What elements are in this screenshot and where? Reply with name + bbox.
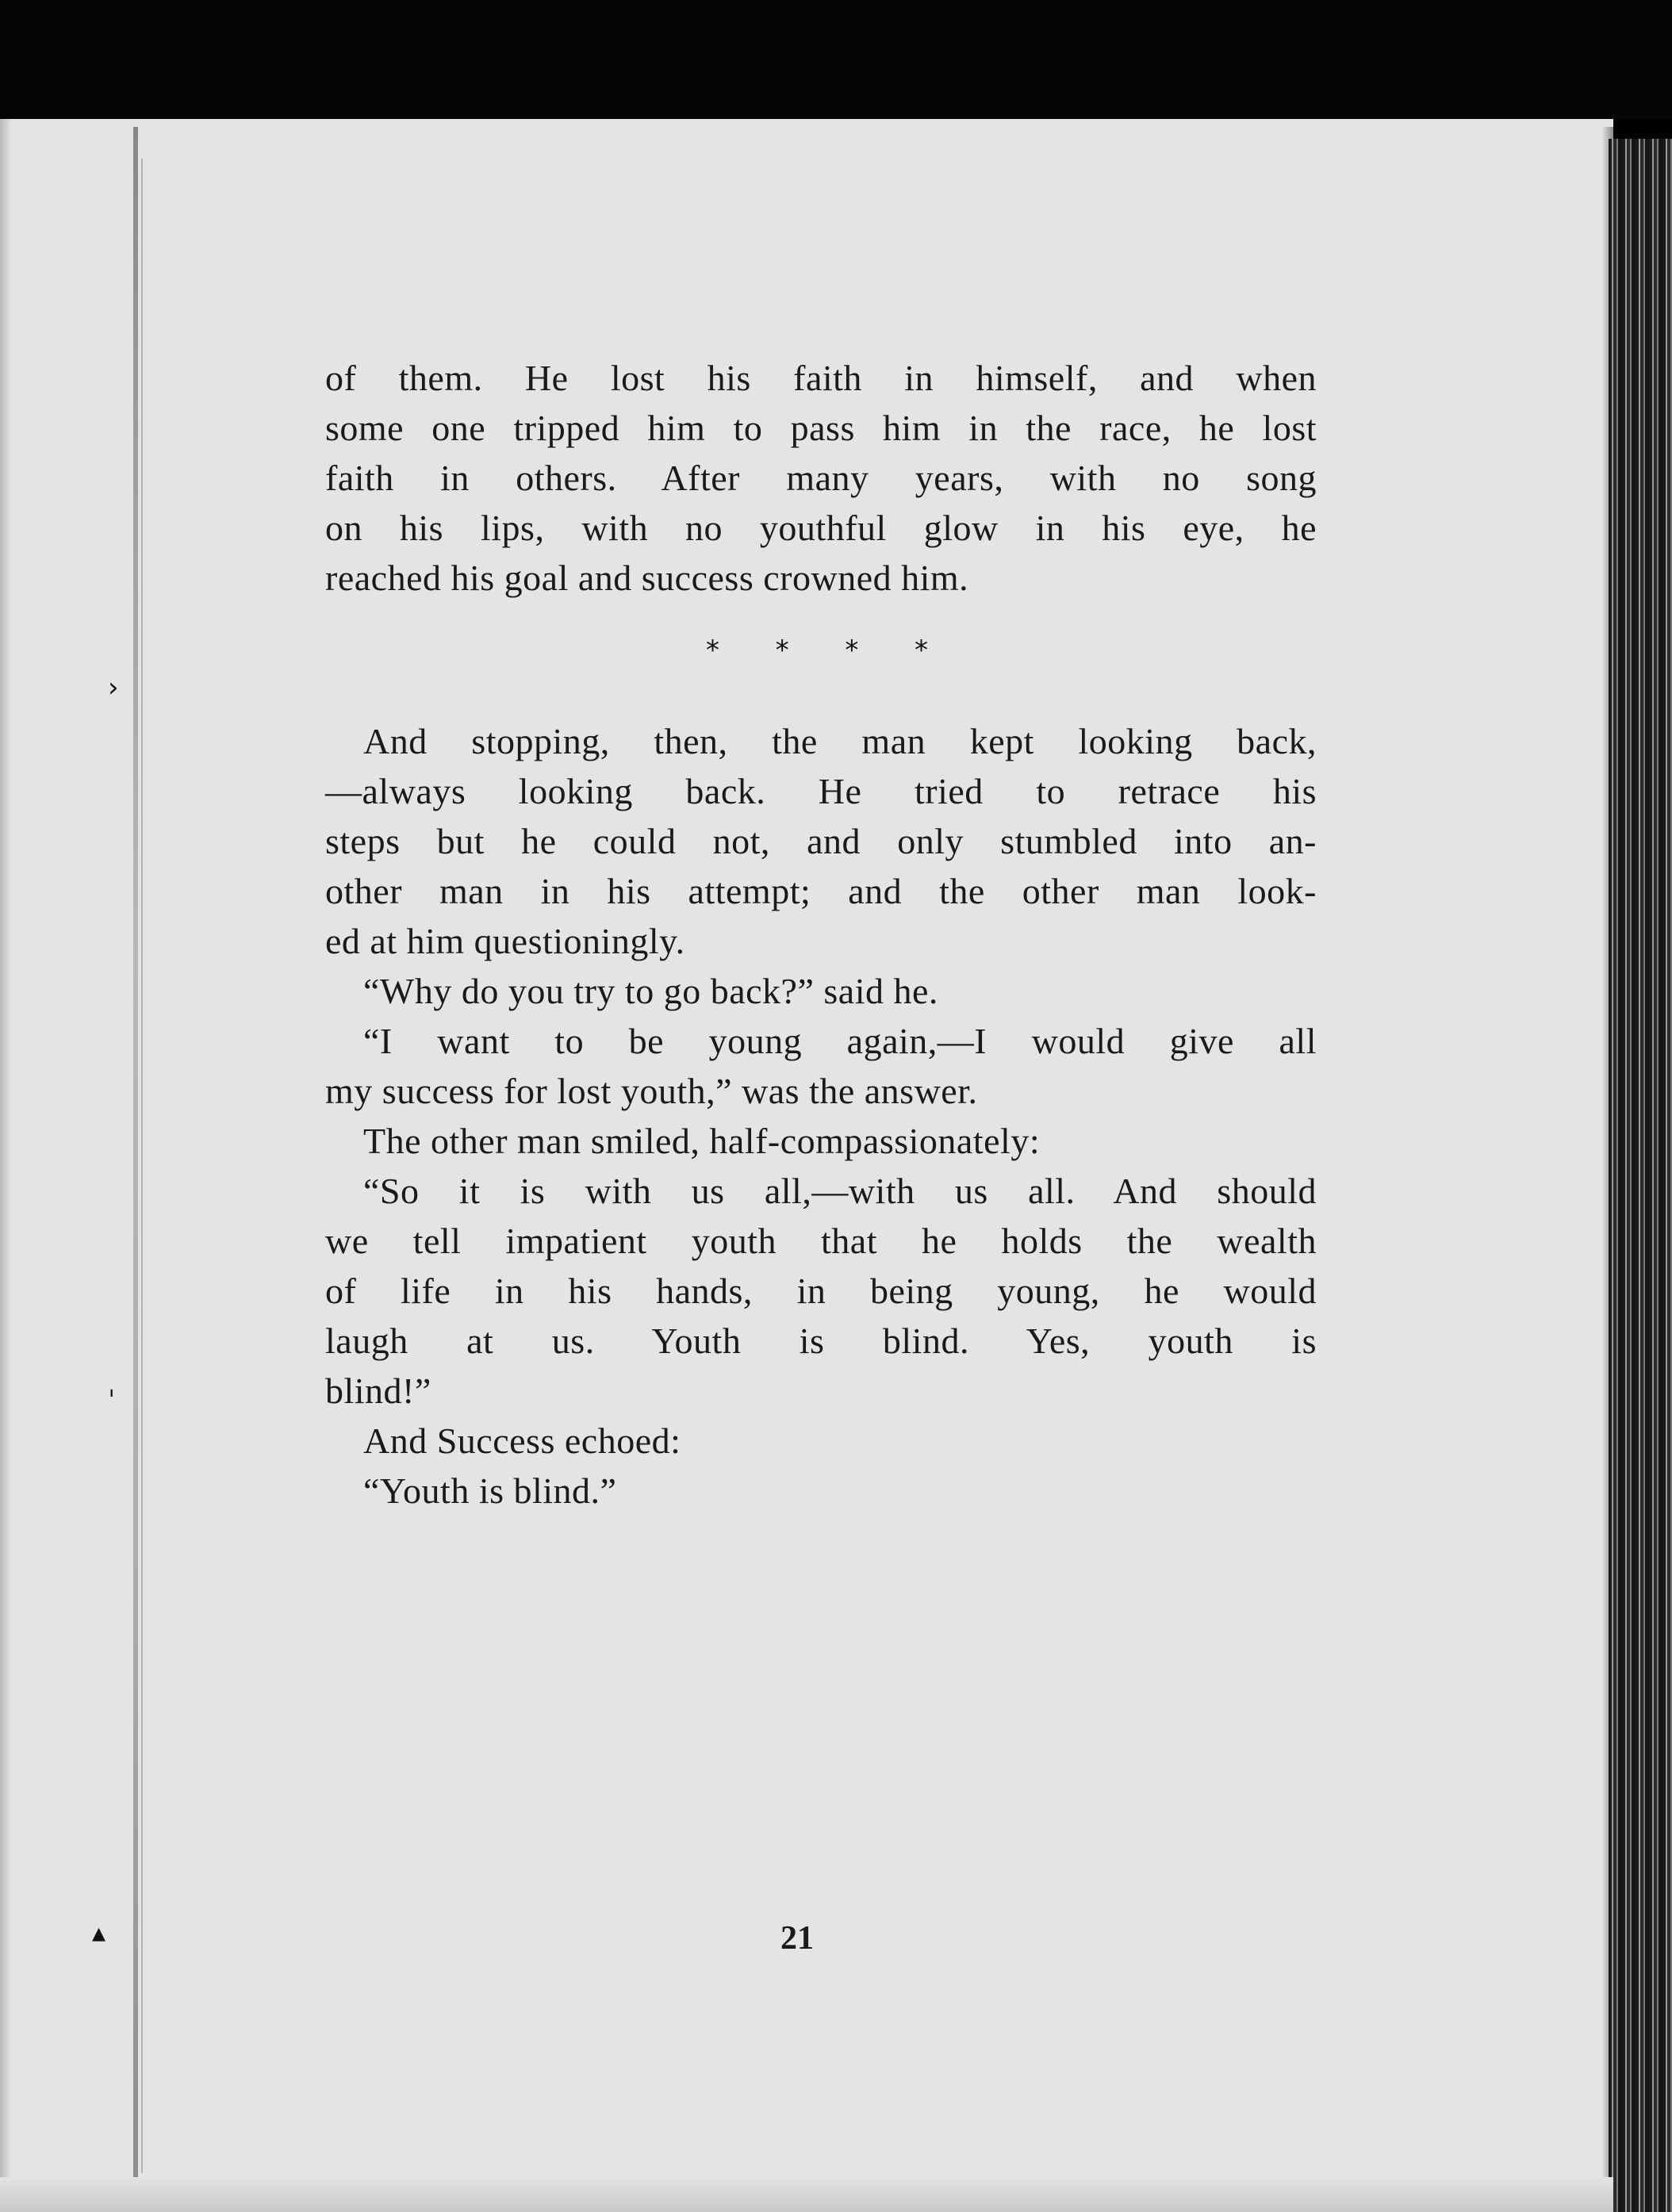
text-line: on his lips, with no youthful glow in his eye, he <box>325 508 1317 548</box>
section-separator <box>706 634 928 666</box>
text-line: my success for lost youth,” was the answer. <box>325 1071 978 1111</box>
text-line: other man in his attempt; and the other man look- <box>325 871 1317 911</box>
separator-star: * <box>845 634 859 666</box>
text-line: of life in his hands, in being young, he would <box>325 1271 1317 1311</box>
text-line: “Why do you try to go back?” said he. <box>363 971 938 1011</box>
text-line: steps but he could not, and only stumbled into an- <box>325 821 1317 861</box>
scan-top-border <box>0 0 1672 119</box>
text-line: faith in others. After many years, with no song <box>325 458 1317 498</box>
text-line: “So it is with us all,—with us all. And should <box>363 1171 1317 1211</box>
margin-mark: ▴ <box>92 1917 106 1949</box>
text-line: of them. He lost his faith in himself, and when <box>325 358 1317 398</box>
text-line: “Youth is blind.” <box>363 1470 617 1511</box>
paragraph-1 <box>325 353 1317 603</box>
binding-shadow <box>133 127 138 2189</box>
text-line: —always looking back. He tried to retrace his <box>325 771 1317 811</box>
binding-line <box>141 159 143 2173</box>
separator-star: * <box>706 634 719 666</box>
separator-star: * <box>775 634 789 666</box>
text-line: The other man smiled, half-compassionately: <box>363 1121 1041 1161</box>
margin-mark: ˌ <box>108 1368 116 1400</box>
text-line: ed at him questioningly. <box>325 921 685 961</box>
page-edges <box>1609 139 1672 2212</box>
text-line: we tell impatient youth that he holds the wealth <box>325 1221 1317 1261</box>
margin-mark: › <box>108 672 119 703</box>
text-line: blind!” <box>325 1371 431 1411</box>
text-line: some one tripped him to pass him in the race, he lost <box>325 408 1317 448</box>
text-line: “I want to be young again,—I would give all <box>363 1021 1317 1061</box>
bottom-page-shade <box>0 2177 1613 2212</box>
text-line: And stopping, then, the man kept looking back, <box>363 721 1317 761</box>
paragraph-2 <box>325 716 1317 1516</box>
left-gutter <box>0 119 11 2212</box>
text-line: And Success echoed: <box>363 1420 681 1461</box>
text-line: reached his goal and success crowned him. <box>325 558 969 598</box>
text-line: laugh at us. Youth is blind. Yes, youth is <box>325 1321 1317 1361</box>
separator-star: * <box>914 634 928 666</box>
page-number: 21 <box>780 1920 814 1957</box>
